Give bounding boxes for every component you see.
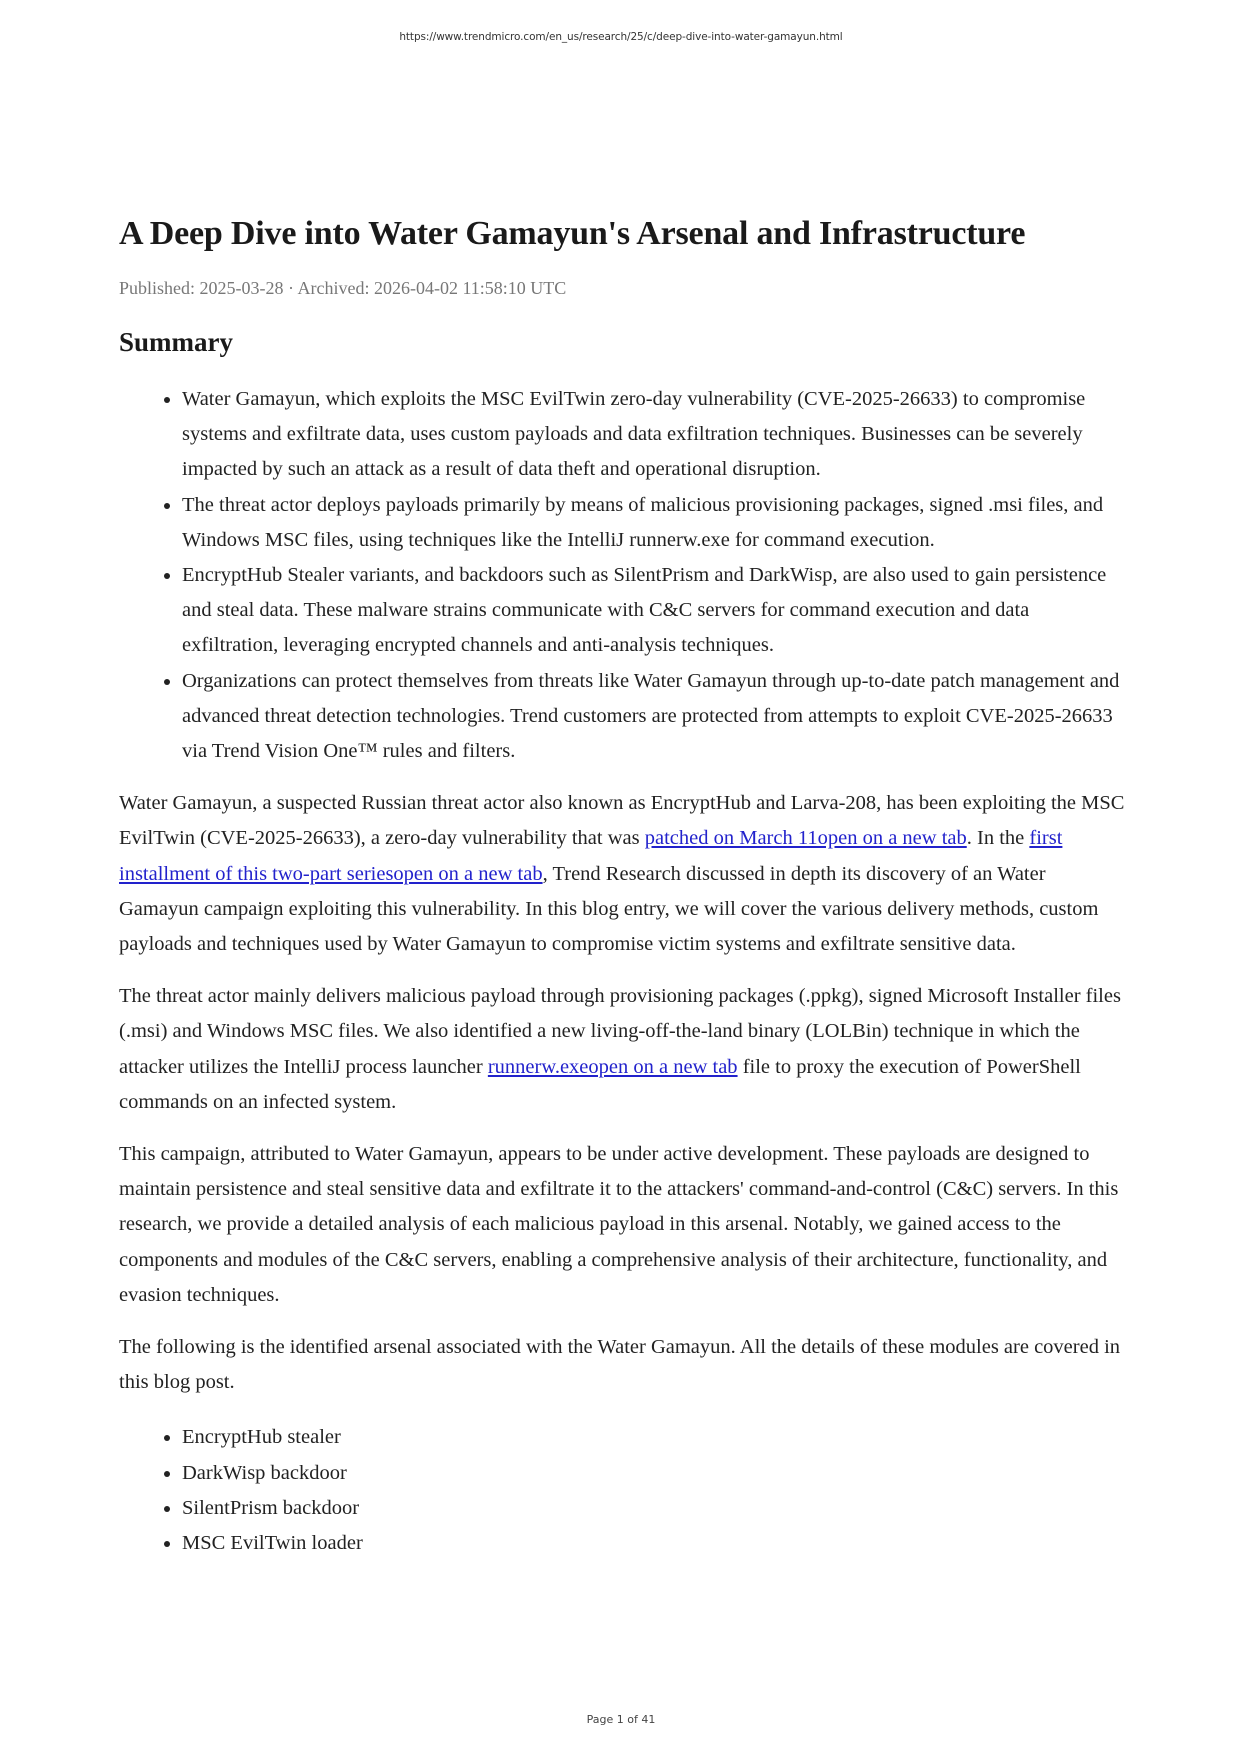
- summary-heading: Summary: [119, 327, 233, 357]
- paragraph-text: The threat actor mainly delivers malicious payload through provisioning packages (.ppkg), signed Microsoft Installer files (.msi) and Windows MSC files. We also identified a new living-off-the-land binary (LOLBin) technique in which the attacker utilizes the IntelliJ process launcher: [119, 985, 1121, 1078]
- page-url-header: https://www.trendmicro.com/en_us/research/25/c/deep-dive-into-water-gamayun.html: [399, 31, 843, 43]
- first-installment-link[interactable]: first installment of this two-part seriesopen on a new tab: [119, 827, 1063, 885]
- paragraph-text: , Trend Research discussed in depth its discovery of an Water Gamayun campaign exploiting this vulnerability. In this blog entry, we will cover the various delivery methods, custom payloads and techniques used by Water Gamayun to compromise victim systems and exfiltrate sensitive data.: [119, 862, 1099, 956]
- summary-item: • Organizations can protect themselves from threats like Water Gamayun through up-to-date patch management and advanced threat detection technologies. Trend customers are protected from attempts to exploit CVE-2025-26633 via Trend Vision One™ rules and filters.: [182, 664, 1129, 770]
- summary-item: • The threat actor deploys payloads primarily by means of malicious provisioning packages, signed .msi files, and Windows MSC files, using techniques like the IntelliJ runnerw.exe for command execution.: [182, 488, 1129, 558]
- delivery-paragraph: [119, 979, 1129, 1120]
- intro-paragraph: [119, 786, 1129, 962]
- arsenal-item: • DarkWisp backdoor: [182, 1456, 1129, 1491]
- arsenal-item: • MSC EvilTwin loader: [182, 1526, 1129, 1561]
- article-meta: Published: 2025-03-28 · Archived: 2026-04-02 11:58:10 UTC: [119, 278, 567, 298]
- article-title: A Deep Dive into Water Gamayun's Arsenal and Infrastructure: [119, 215, 1026, 252]
- paragraph-text: . In the: [966, 827, 1030, 850]
- arsenal-item: • EncryptHub stealer: [182, 1420, 1129, 1455]
- campaign-paragraph: This campaign, attributed to Water Gamayun, appears to be under active development. These payloads are designed to maintain persistence and steal sensitive data and exfiltrate it to the attackers' command-and-control (C&C) servers. In this research, we provide a detailed analysis of each malicious payload in this arsenal. Notably, we gained access to the components and modules of the C&C servers, enabling a comprehensive analysis of their architecture, functionality, and evasion techniques.: [119, 1143, 1119, 1306]
- summary-item: • Water Gamayun, which exploits the MSC EvilTwin zero-day vulnerability (CVE-2025-26633) to compromise systems and exfiltrate data, uses custom payloads and data exfiltration techniques. Businesses can be severely impacted by such an attack as a result of data theft and operational disruption.: [182, 382, 1129, 488]
- runnerw-exe-link[interactable]: runnerw.exeopen on a new tab: [487, 1055, 738, 1078]
- arsenal-list: [119, 1420, 1129, 1561]
- arsenal-intro-paragraph: The following is the identified arsenal associated with the Water Gamayun. All the details of these modules are covered in this blog post.: [119, 1336, 1121, 1394]
- paragraph-text: file to proxy the execution of PowerShell commands on an infected system.: [119, 1055, 1081, 1113]
- paragraph-text: Water Gamayun, a suspected Russian threat actor also known as EncryptHub and Larva-208, has been exploiting the MSC EvilTwin (CVE-2025-26633), a zero-day vulnerability that was: [119, 792, 1125, 850]
- summary-item: • EncryptHub Stealer variants, and backdoors such as SilentPrism and DarkWisp, are also used to gain persistence and steal data. These malware strains communicate with C&C servers for command execution and data exfiltration, leveraging encrypted channels and anti-analysis techniques.: [182, 558, 1129, 664]
- article: [119, 212, 1129, 1561]
- arsenal-item: • SilentPrism backdoor: [182, 1491, 1129, 1526]
- patched-march-11-link[interactable]: patched on March 11open on a new tab: [644, 827, 967, 850]
- summary-list: [119, 382, 1129, 769]
- page-number: Page 1 of 41: [586, 1713, 656, 1726]
